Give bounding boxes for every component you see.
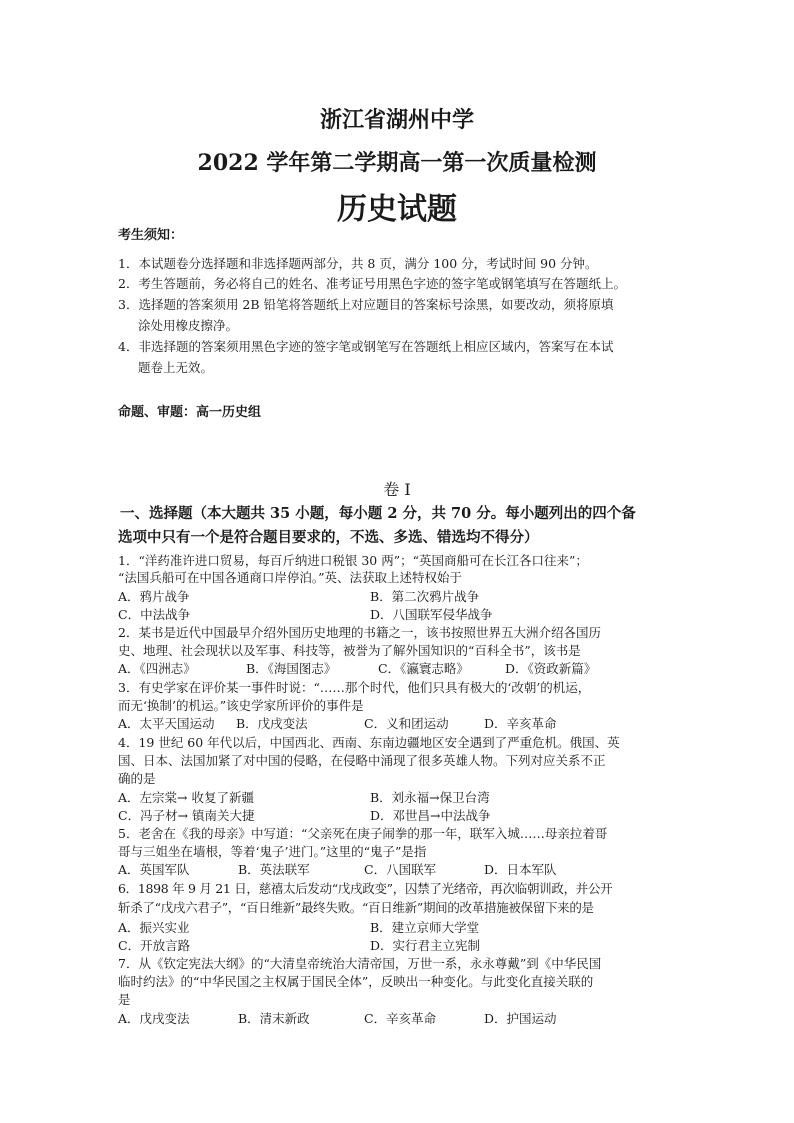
question-1-option-c[interactable]: C．中法战争 — [118, 607, 191, 622]
exam-title: 2022 学年第二学期高一第一次质量检测 — [197, 150, 597, 176]
question-4-option-c[interactable]: C．冯子材→ 镇南关大捷 — [118, 808, 255, 823]
question-7-stem-line2: 临时约法》的“中华民国之主权属于国民全体”，反映出一种变化。与此变化直接关联的 — [118, 974, 594, 989]
question-2-option-c[interactable]: C．《瀛寰志略》 — [378, 661, 469, 676]
notice-heading: 考生须知： — [118, 228, 184, 243]
question-4-stem-line2: 国、日本、法国加紧了对中国的侵略，在侵略中涌现了很多英雄人物。下列对应关系不正 — [118, 753, 606, 768]
question-1-option-a[interactable]: A．鸦片战争 — [118, 589, 190, 604]
question-6-option-d[interactable]: D．实行君主立宪制 — [370, 938, 481, 953]
volume-heading: 卷 I — [383, 480, 411, 499]
question-7-option-c[interactable]: C．辛亥革命 — [364, 1011, 437, 1026]
question-3-option-a[interactable]: A．太平天国运动 — [118, 716, 215, 731]
question-7-option-b[interactable]: B．清末新政 — [238, 1011, 310, 1026]
question-3-option-d[interactable]: D．辛亥革命 — [484, 716, 557, 731]
question-5-stem-line2: 哥与三姐坐在墙根，等着‘鬼子’进门。”这里的“鬼子”是指 — [118, 844, 427, 859]
question-6-stem-line1: 6．1898 年 9 月 21 日，慈禧太后发动“戊戌政变”，囚禁了光绪帝，再次临朝训政，并公开 — [118, 881, 613, 896]
question-6-option-b[interactable]: B．建立京师大学堂 — [370, 920, 480, 935]
question-2-stem-line1: 2．某书是近代中国最早介绍外国历史地理的书籍之一，该书按照世界五大洲介绍各国历 — [118, 625, 601, 640]
question-7-stem-line1: 7．从《钦定宪法大纲》的“大清皇帝统治大清帝国，万世一系，永永尊戴”到《中华民国 — [118, 956, 602, 971]
question-4-option-d[interactable]: D．邓世昌→中法战争 — [370, 808, 491, 823]
question-5-option-d[interactable]: D．日本军队 — [484, 862, 557, 877]
question-4-stem-line3: 确的是 — [118, 771, 156, 786]
subject-title: 历史试题 — [337, 192, 457, 227]
question-3-stem-line1: 3．有史学家在评价某一事件时说：“……那个时代，他们只具有极大的‘改朝’的机运， — [118, 680, 591, 695]
question-5-option-b[interactable]: B．英法联军 — [238, 862, 310, 877]
notice-line-1: 1．本试题卷分选择题和非选择题两部分，共 8 页，满分 100 分，考试时间 90 分钟。 — [118, 256, 598, 271]
question-5-option-c[interactable]: C．八国联军 — [364, 862, 437, 877]
question-4-option-b[interactable]: B．刘永福→保卫台湾 — [370, 790, 490, 805]
question-7-stem-line3: 是 — [118, 992, 131, 1007]
question-6-stem-line2: 斩杀了“戊戌六君子”，“百日维新”最终失败。“百日维新”期间的改革措施被保留下来的是 — [118, 900, 594, 915]
question-7-option-a[interactable]: A．戊戌变法 — [118, 1011, 190, 1026]
question-1-option-b[interactable]: B．第二次鸦片战争 — [370, 589, 480, 604]
notice-line-3: 3．选择题的答案须用 2B 铅笔将答题纸上对应题目的答案标号涂黑，如要改动，须将原填 — [118, 297, 614, 312]
notice-line-3-cont: 涂处用橡皮擦净。 — [138, 318, 239, 333]
question-2-stem-line2: 史、地理、社会现状以及军事、科技等，被誉为了解外国知识的“百科全书”，该书是 — [118, 643, 581, 658]
question-1-option-d[interactable]: D．八国联军侵华战争 — [370, 607, 493, 622]
question-6-option-c[interactable]: C．开放言路 — [118, 938, 191, 953]
question-5-option-a[interactable]: A．英国军队 — [118, 862, 190, 877]
question-3-option-c[interactable]: C．义和团运动 — [364, 716, 449, 731]
question-7-option-d[interactable]: D．护国运动 — [484, 1011, 557, 1026]
section-heading-line2: 选项中只有一个是符合题目要求的，不选、多选、错选均不得分） — [118, 529, 539, 546]
question-2-option-a[interactable]: A．《四洲志》 — [118, 661, 196, 676]
section-heading-line1: 一、选择题（本大题共 35 小题，每小题 2 分，共 70 分。每小题列出的四个备 — [120, 505, 636, 522]
question-1-stem-line1: 1．“洋药准许进口贸易，每百斤纳进口税银 30 两”；“英国商船可在长江各口往来”； — [118, 553, 588, 568]
question-4-stem-line1: 4．19 世纪 60 年代以后，中国西北、西南、东南边疆地区安全遇到了严重危机。俄国、英 — [118, 735, 620, 750]
school-title: 浙江省湖州中学 — [319, 107, 474, 133]
notice-line-2: 2．考生答题前，务必将自己的姓名、准考证号用黑色字迹的签字笔或钢笔填写在答题纸上。 — [118, 276, 626, 291]
question-2-option-d[interactable]: D．《资政新篇》 — [505, 661, 597, 676]
question-4-option-a[interactable]: A．左宗棠→ 收复了新疆 — [118, 790, 254, 805]
question-1-stem-line2: “法国兵船可在中国各通商口岸停泊。”英、法获取上述特权始于 — [118, 570, 463, 585]
notice-line-4-cont: 题卷上无效。 — [138, 360, 214, 375]
question-3-stem-line2: 而无‘换制’的机运。”该史学家所评价的事件是 — [118, 698, 364, 713]
question-5-stem-line1: 5．老舍在《我的母亲》中写道：“父亲死在庚子闹拳的那一年，联军入城……母亲拉着哥 — [118, 826, 608, 841]
authors-line: 命题、审题：高一历史组 — [118, 405, 262, 420]
question-2-option-b[interactable]: B．《海国图志》 — [246, 661, 337, 676]
notice-line-4: 4．非选择题的答案须用黑色字迹的签字笔或钢笔写在答题纸上相应区域内，答案写在本试 — [118, 339, 614, 354]
question-3-option-b[interactable]: B．戊戌变法 — [236, 716, 308, 731]
question-6-option-a[interactable]: A．振兴实业 — [118, 920, 190, 935]
